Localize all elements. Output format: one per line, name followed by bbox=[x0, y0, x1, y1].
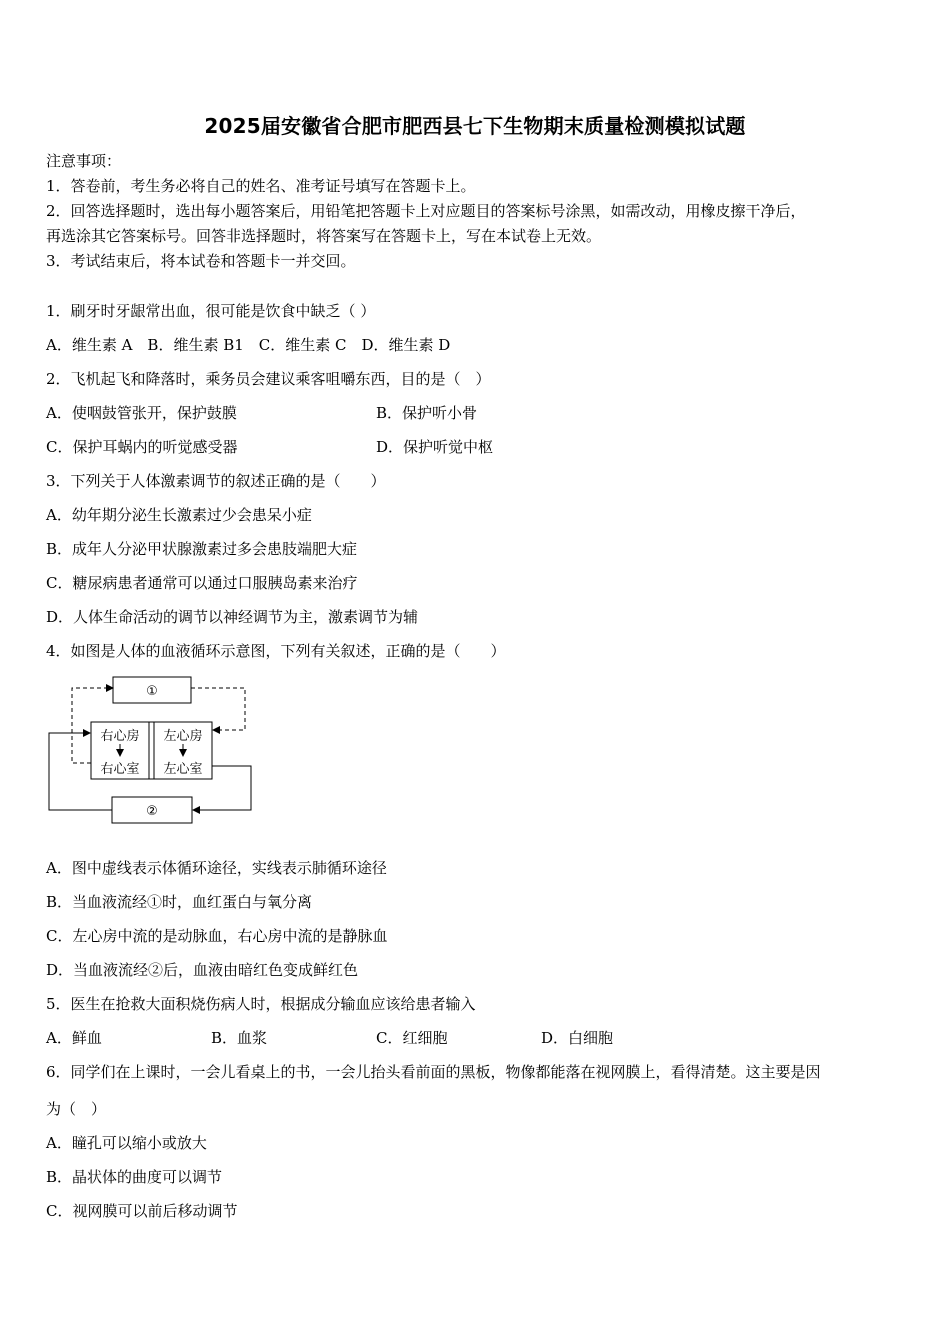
question-3-option-b: B．成年人分泌甲状腺激素过多会患肢端肥大症 bbox=[46, 540, 358, 558]
question-3-option-c: C．糖尿病患者通常可以通过口服胰岛素来治疗 bbox=[46, 574, 358, 592]
question-5-option-a: A．鲜血 bbox=[46, 1029, 102, 1047]
question-6-option-a: A．瞳孔可以缩小或放大 bbox=[46, 1134, 207, 1152]
question-6-stem: 6．同学们在上课时，一会儿看桌上的书，一会儿抬头看前面的黑板，物像都能落在视网膜上，看得清楚。这主要是因 bbox=[46, 1063, 821, 1081]
notice-item: 再选涂其它答案标号。回答非选择题时，将答案写在答题卡上，写在本试卷上无效。 bbox=[46, 227, 602, 245]
notice-item: 3．考试结束后，将本试卷和答题卡一并交回。 bbox=[46, 252, 356, 270]
question-6-option-c: C．视网膜可以前后移动调节 bbox=[46, 1202, 238, 1220]
question-4-stem: 4．如图是人体的血液循环示意图，下列有关叙述，正确的是（ ） bbox=[46, 642, 506, 660]
question-2-option-a: A．使咽鼓管张开，保护鼓膜 bbox=[46, 404, 237, 422]
notice-heading: 注意事项： bbox=[46, 152, 122, 170]
question-5-option-c: C．红细胞 bbox=[376, 1029, 448, 1047]
question-3-option-a: A．幼年期分泌生长激素过少会患呆小症 bbox=[46, 506, 312, 524]
right-atrium-label: 右心房 bbox=[100, 729, 140, 744]
notice-item: 1．答卷前，考生务必将自己的姓名、准考证号填写在答题卡上。 bbox=[46, 177, 476, 195]
question-5-stem: 5．医生在抢救大面积烧伤病人时，根据成分输血应该给患者输入 bbox=[46, 995, 476, 1013]
question-4-option-b: B．当血液流经①时，血红蛋白与氧分离 bbox=[46, 893, 313, 911]
left-atrium-label: 左心房 bbox=[163, 729, 203, 744]
circulation-box-2-label: ② bbox=[146, 804, 158, 819]
page-title: 2025届安徽省合肥市肥西县七下生物期末质量检测模拟试题 bbox=[204, 114, 746, 138]
question-1-options: A．维生素 A B．维生素 B1 C．维生素 C D．维生素 D bbox=[46, 336, 451, 354]
question-4-option-c: C．左心房中流的是动脉血，右心房中流的是静脉血 bbox=[46, 927, 388, 945]
notice-item: 2．回答选择题时，选出每小题答案后，用铅笔把答题卡上对应题目的答案标号涂黑，如需改动，用橡皮擦干净后， bbox=[46, 202, 806, 220]
question-3-stem: 3．下列关于人体激素调节的叙述正确的是（ ） bbox=[46, 472, 386, 490]
question-1-stem: 1．刷牙时牙龈常出血，很可能是饮食中缺乏（ ） bbox=[46, 302, 376, 320]
question-6-option-b: B．晶状体的曲度可以调节 bbox=[46, 1168, 223, 1186]
question-5-option-b: B．血浆 bbox=[211, 1029, 268, 1047]
blood-circulation-diagram bbox=[40, 670, 270, 835]
circulation-box-1-label: ① bbox=[146, 684, 158, 699]
question-4-option-d: D．当血液流经②后，血液由暗红色变成鲜红色 bbox=[46, 961, 359, 979]
question-6-stem-cont: 为（ ） bbox=[46, 1100, 107, 1118]
question-4-option-a: A．图中虚线表示体循环途径，实线表示肺循环途径 bbox=[46, 859, 387, 877]
question-2-option-b: B．保护听小骨 bbox=[376, 404, 478, 422]
question-2-stem: 2．飞机起飞和降落时，乘务员会建议乘客咀嚼东西，目的是（ ） bbox=[46, 370, 491, 388]
question-2-option-d: D．保护听觉中枢 bbox=[376, 438, 494, 456]
question-3-option-d: D．人体生命活动的调节以神经调节为主，激素调节为辅 bbox=[46, 608, 419, 626]
question-5-option-d: D．白细胞 bbox=[541, 1029, 614, 1047]
left-ventricle-label: 左心室 bbox=[163, 762, 203, 777]
question-2-option-c: C．保护耳蜗内的听觉感受器 bbox=[46, 438, 238, 456]
right-ventricle-label: 右心室 bbox=[100, 762, 140, 777]
